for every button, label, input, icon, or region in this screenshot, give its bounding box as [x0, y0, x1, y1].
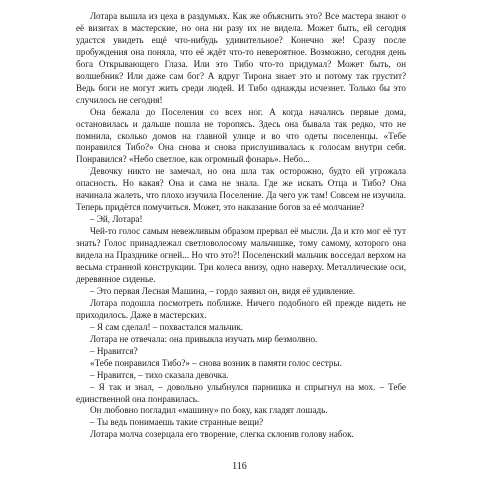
paragraph: Лотара молча созерцала его творение, слегка склонив голову набок.: [90, 429, 354, 440]
paragraph: – Эй, Лотара!: [90, 214, 143, 225]
paragraph: Она бежала до Поселения со всех ног. А когда начались первые дома, остановилась и дальше пошла не торопясь. Здесь она бывала так редко, что не помнила, сколько домов на главной улице и во что одеты поселенцы. «Тебе понравился Тибо?» Она снова и снова прислушивалась к голосам внутри себя. Понравился? «Небо светлое, как огромный фонарь». Небо...: [76, 106, 406, 165]
paragraph: – Это первая Лесная Машина, – гордо заявил он, видя её удивление.: [90, 285, 356, 296]
body-text: [76, 11, 406, 441]
paragraph: Девочку никто не замечал, но она шла так осторожно, будто ей угрожала опасность. Но какая? Она и сама не знала. Где же искать Отца и Тибо? Она начинала жалеть, что плохо изучила Поселение. Да чего уж там! Совсем не изучила. Теперь придётся помучиться. Может, это наказание богов за её молчание?: [76, 166, 406, 213]
paragraph: – Я сам сделал! – похвастался мальчик.: [90, 321, 244, 332]
paragraph: – Ты ведь понимаешь такие странные вещи?: [90, 417, 264, 428]
paragraph: – Нравится, – тихо сказала девочка.: [90, 369, 229, 380]
paragraph: Лотара подошла посмотреть поближе. Ничего подобного ей прежде видеть не приходилось. Даже в мастерских.: [76, 297, 406, 320]
paragraph: Лотара не отвечала: она привыкла изучать мир безмолвно.: [90, 333, 318, 344]
paragraph: – Я так и знал, – довольно улыбнулся парнишка и спрыгнул на мох. – Тебе единственной она понравилась.: [76, 381, 406, 404]
paragraph: Чей-то голос самым невежливым образом прервал её мысли. Да и кто мог её тут знать? Голос принадлежал светловолосому мальчишке, тому самому, которого она видела на Празднике огней... Но что это?! Поселенский мальчик восседал верхом на весьма странной конструкции. Три колеса внизу, одно наверху. Металлические оси, деревянное сиденье.: [76, 226, 406, 284]
paragraph: Он любовно погладил «машину» по боку, как гладят лошадь.: [90, 405, 328, 416]
paragraph: – Нравится?: [90, 345, 138, 356]
paragraph: «Тебе понравился Тибо?» – снова возник в памяти голос сестры.: [90, 357, 342, 368]
page-number: 116: [232, 461, 247, 472]
paragraph: Лотара вышла из цеха в раздумьях. Как же объяснить это? Все мастера знают о её визитах в мастерские, но она ни разу их не видела. Может быть, ей сегодня удастся увидеть ещё что-нибудь удивительное? Конечно же! Сразу после пробуждения она поняла, что её ждёт что-то невероятное. Возможно, сегодня день бога Открывающего Глаза. Или это Тибо что-то придумал? Может быть, он волшебник? Или даже сам бог? А вдруг Тирона знает это и потому так грустит? Ведь боги не могут жить среди людей. И Тибо однажды исчезнет. Только бы это случилось не сегодня!: [76, 11, 406, 105]
